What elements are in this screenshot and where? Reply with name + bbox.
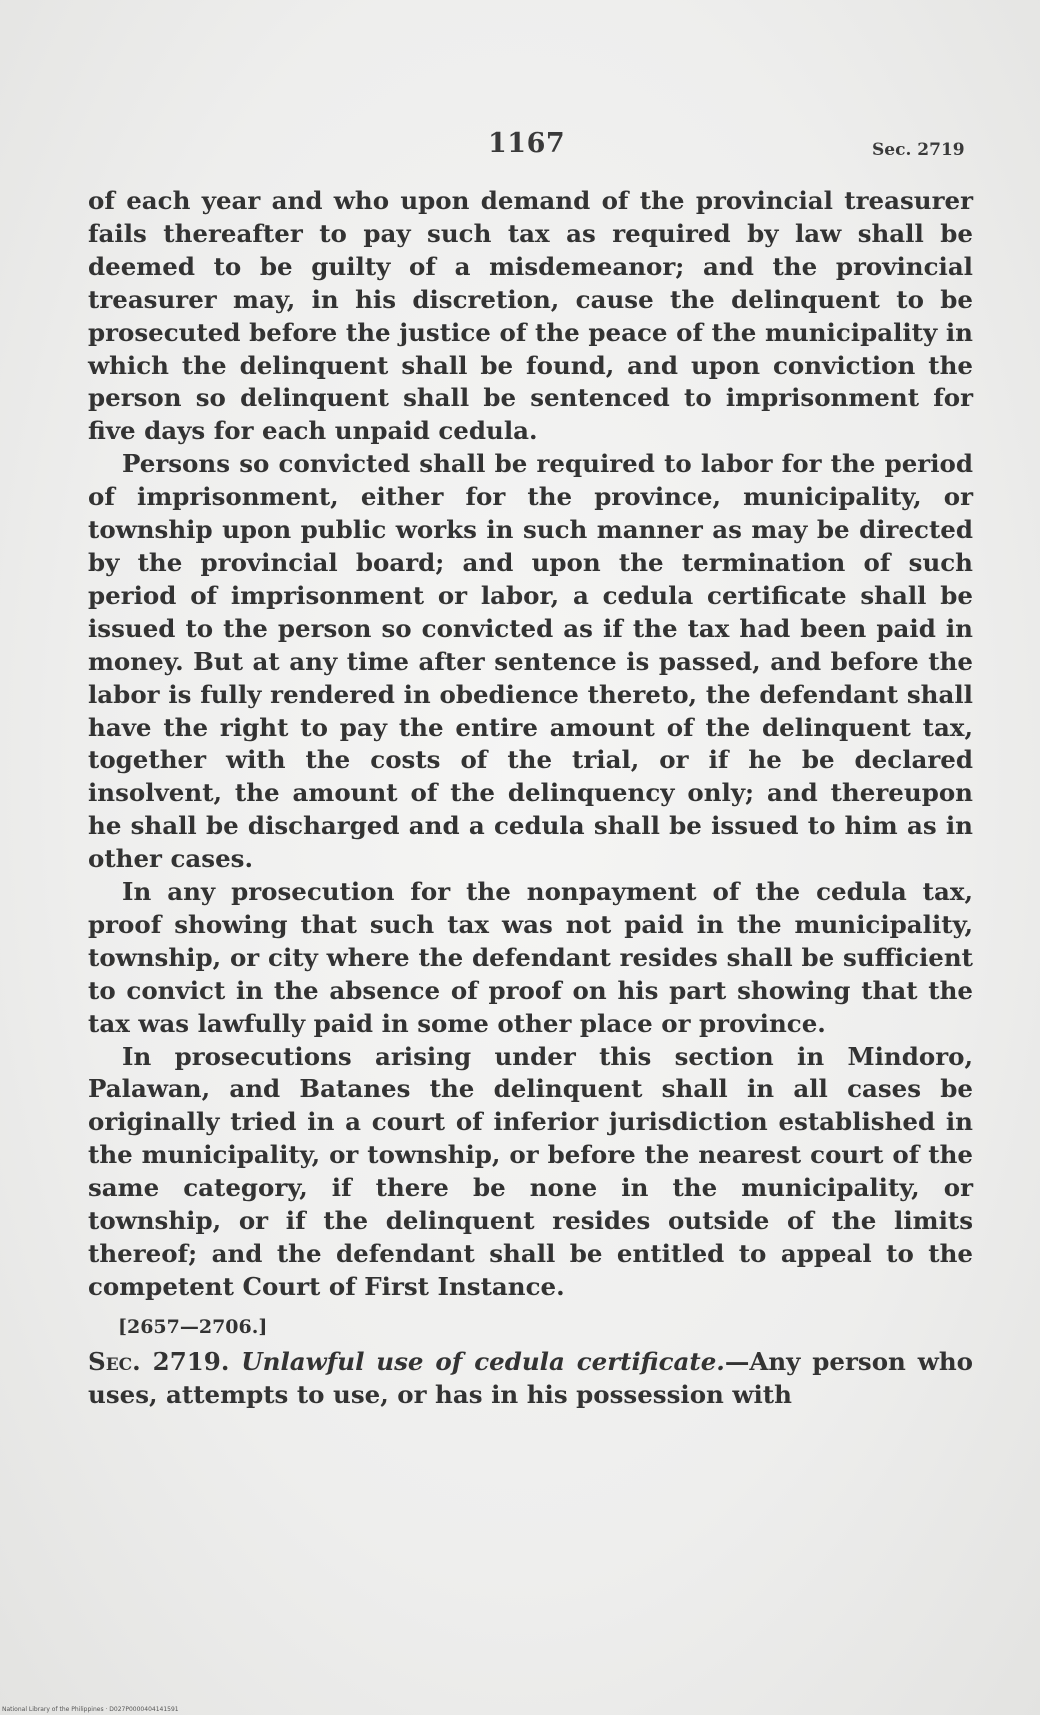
section-title: Unlawful use of cedula certificate. — [241, 1346, 725, 1376]
history-note: [2657—2706.] — [118, 1315, 268, 1338]
paragraph-labor: Persons so convicted shall be required to labor for the period of imprisonment, either for the province, municipality, or township upon public works in such manner as may be directed by the provincial board; and upon the termination of such period of imprisonment or labor, a cedula certificate shall be issued to the person so convicted as if the tax had been paid in money. But at any time after sentence is passed, and before the labor is fully rendered in obedience thereto, the defendant shall have the right to pay the entire amount of the delinquent tax, together with the costs of the trial, or if he be declared insolvent, the amount of the delinquency only; and thereupon he shall be discharged and a cedula shall be issued to him as in other cases. — [88, 449, 973, 874]
paragraph-mindoro-palawan-batanes: In prosecutions arising under this section in Mindoro, Palawan, and Batanes the delinquent shall in all cases be originally tried in a court of inferior jurisdiction established in the municipality, or township, or before the nearest court of the same category, if there be none in the municipality, or township, or if the delinquent resides outside of the limits thereof; and the defendant shall be entitled to appeal to the competent Court of First Instance. — [88, 1041, 973, 1301]
paragraph-continued: of each year and who upon demand of the provincial treasurer fails thereafter to pay such tax as required by law shall be deemed to be guilty of a misdemeanor; and the provincial treasurer may, in his discretion, cause the delinquent to be prosecuted before the justice of the peace of the municipality in which the delinquent shall be found, and upon conviction the person so delinquent shall be sentenced to imprisonment for five days for each unpaid cedula. — [88, 186, 973, 446]
section-text: —Any person who uses, attempts to use, or has in his possession with — [88, 1346, 974, 1409]
section-number: 2719. — [152, 1346, 230, 1376]
library-watermark: National Library of the Philippines · D027P0000404141591 — [2, 1706, 179, 1713]
running-section-ref: Sec. 2719 — [872, 140, 965, 160]
page-number: 1167 — [488, 128, 566, 159]
body-text — [88, 185, 973, 1412]
section-2719-paragraph — [88, 1346, 973, 1412]
section-label: Sec. — [88, 1346, 141, 1376]
paragraph-prosecution-proof: In any prosecution for the nonpayment of the cedula tax, proof showing that such tax was not paid in the municipality, township, or city where the defendant resides shall be sufficient to convict in the absence of proof on his part showing that the tax was lawfully paid in some other place or province. — [88, 877, 973, 1038]
